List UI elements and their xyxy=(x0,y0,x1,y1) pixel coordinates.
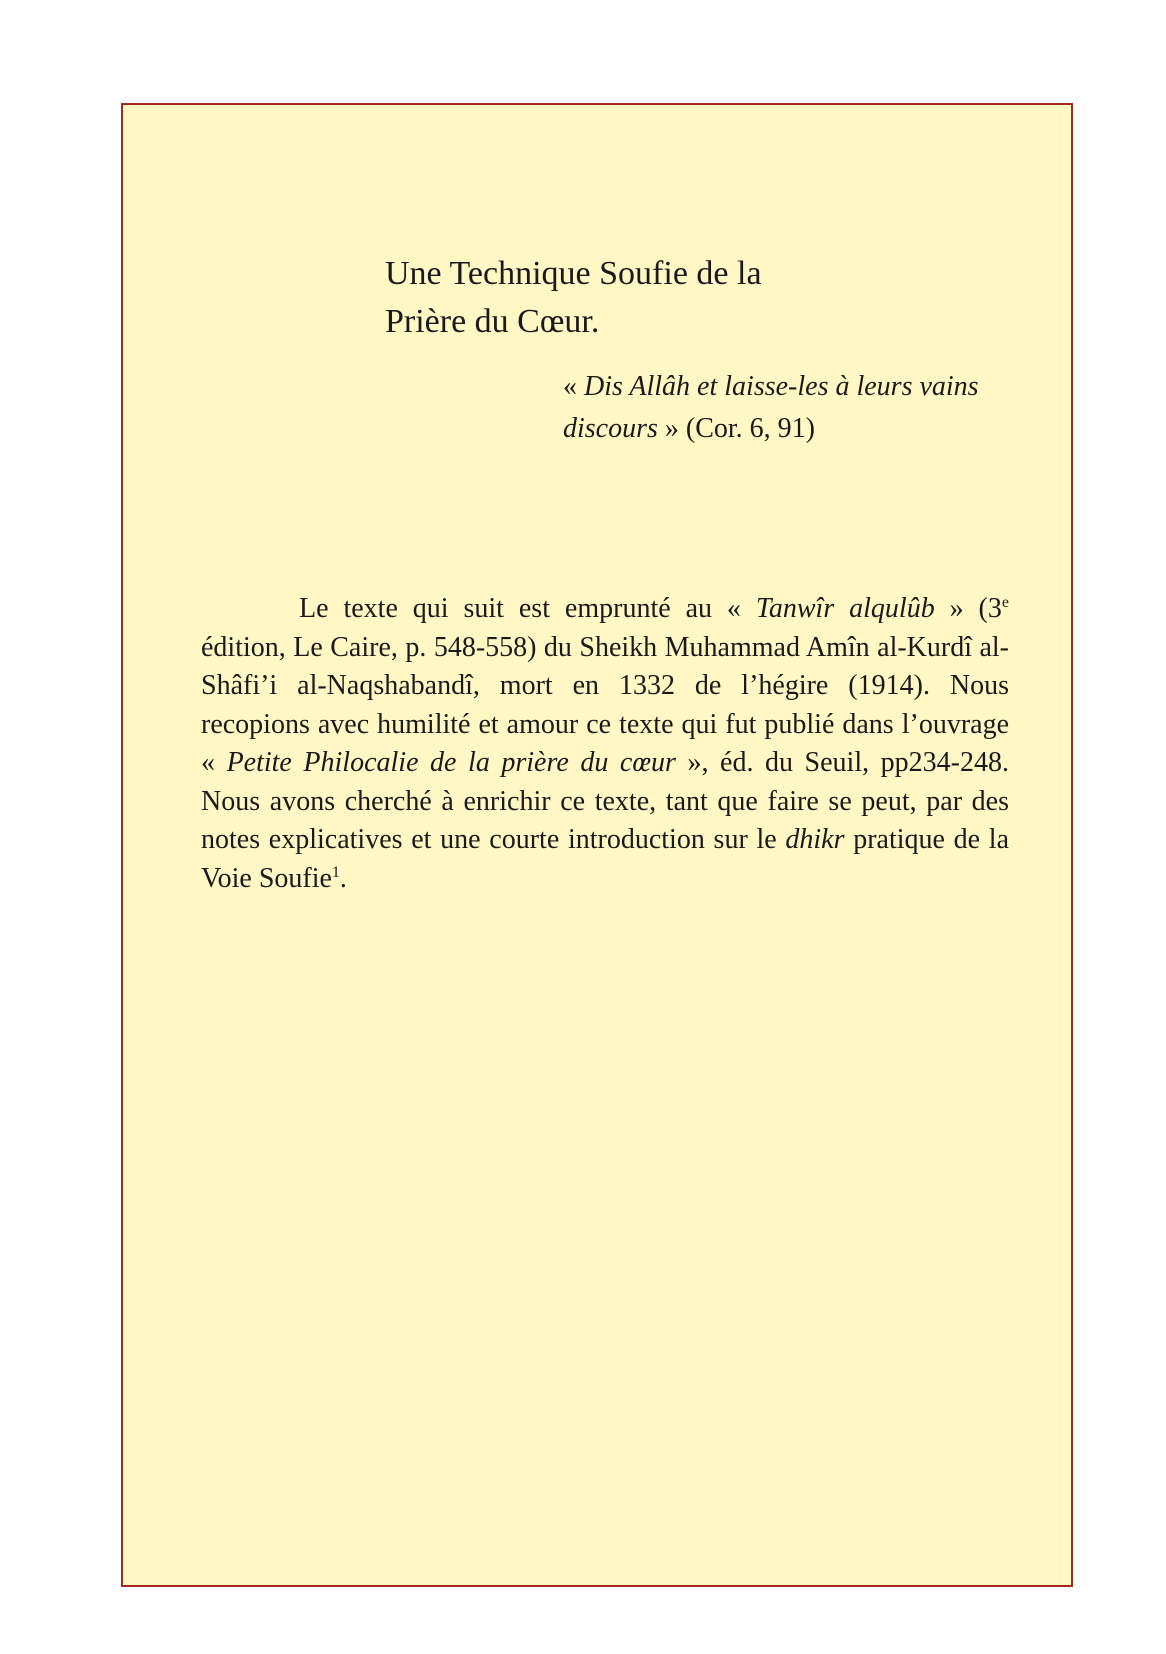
body-text-2: » (3 xyxy=(934,593,1002,624)
dhikr-term: dhikr xyxy=(785,824,845,855)
source-title: Tanwîr alqulûb xyxy=(755,593,935,624)
book-title: Petite Philocalie de la prière du cœur xyxy=(226,747,676,778)
body-paragraph xyxy=(201,590,1009,898)
page-title xyxy=(385,250,985,346)
epigraph-close-quote: » xyxy=(657,413,686,444)
epigraph xyxy=(563,366,1023,450)
body-text-5: pratique de la Voie Soufie xyxy=(201,824,1009,894)
body-text-4: », éd. du Seuil, pp234-248. Nous avons cherché à enrichir ce texte, tant que faire se peut, par des notes explicatives et une courte introduction sur le xyxy=(201,747,1010,855)
epigraph-open-quote: « xyxy=(563,371,584,402)
body-text-3: édition, Le Caire, p. 548-558) du Sheikh Muhammad Amîn al-Kurdî al-Shâfi’i al-Naqshabandî, mort en 1332 de l’hégire (1914). Nous recopions avec humilité et amour ce texte qui fut publié dans l’ouvrage « xyxy=(201,631,1009,778)
title-line-1: Une Technique Soufie de la xyxy=(385,255,762,292)
body-text-1: Le texte qui suit est emprunté au « xyxy=(299,593,756,624)
footnote-reference[interactable]: 1 xyxy=(331,863,340,881)
title-line-2: Prière du Cœur. xyxy=(385,303,600,340)
edition-superscript: e xyxy=(1001,594,1009,611)
epigraph-quote: Dis Allâh et laisse-les à leurs vains discours xyxy=(563,371,979,444)
body-text-6: . xyxy=(339,862,347,894)
epigraph-reference: (Cor. 6, 91) xyxy=(685,413,816,444)
